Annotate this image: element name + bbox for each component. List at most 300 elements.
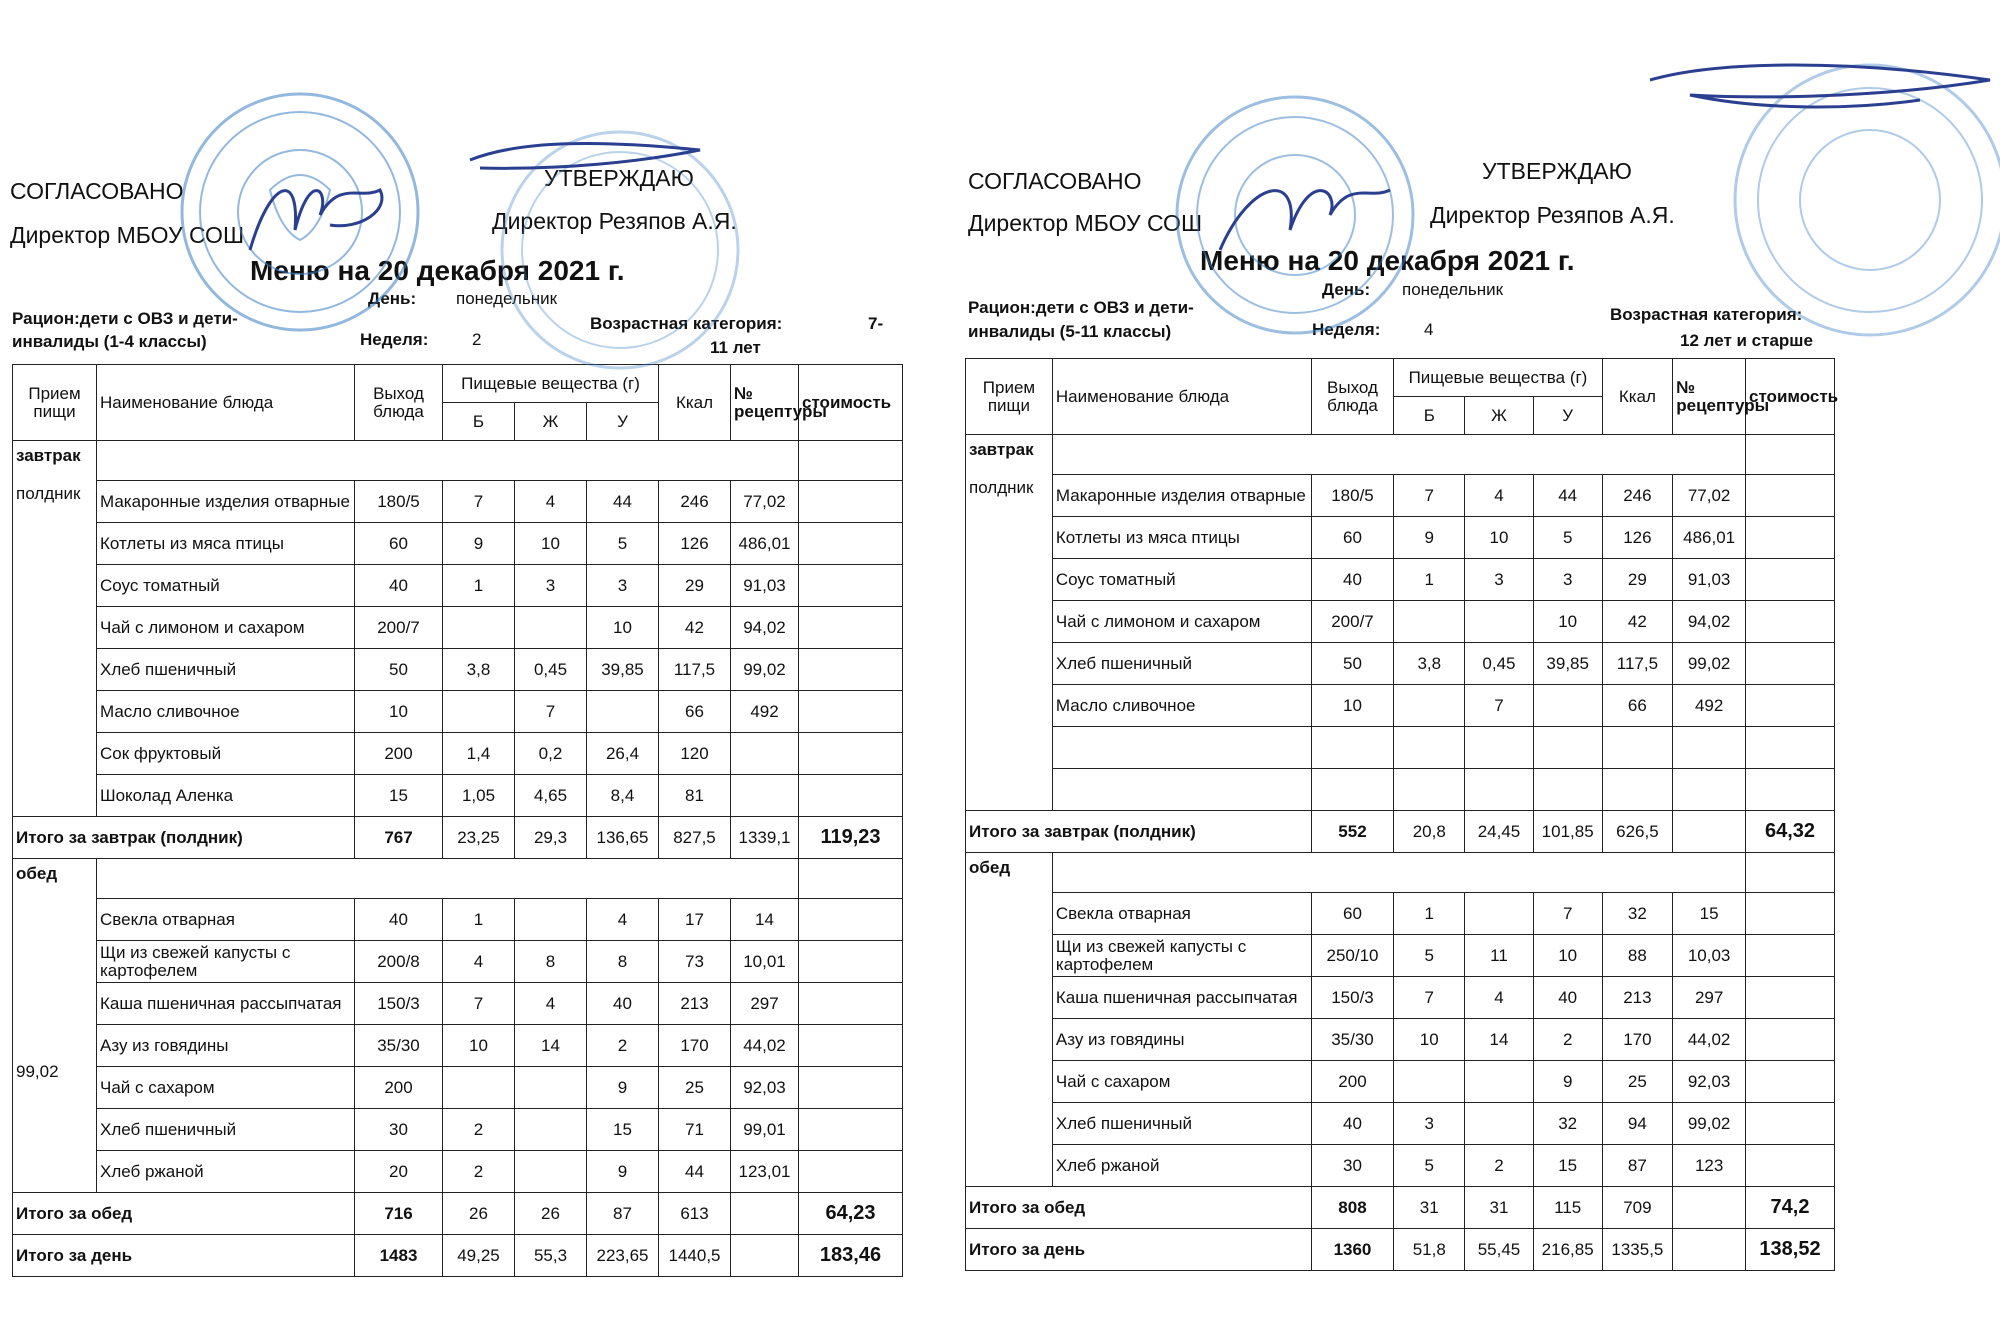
dish-row bbox=[966, 727, 1835, 769]
dish-carbs: 9 bbox=[1533, 1061, 1602, 1103]
approve-label: УТВЕРЖДАЮ bbox=[544, 165, 694, 191]
header-row bbox=[966, 359, 1835, 397]
dish-protein: 5 bbox=[1394, 1145, 1465, 1187]
dish-name: Масло сливочное bbox=[1052, 685, 1311, 727]
dish-carbs bbox=[587, 691, 659, 733]
dish-kcal: 66 bbox=[1602, 685, 1673, 727]
total-kcal: 709 bbox=[1602, 1187, 1673, 1229]
dish-protein: 5 bbox=[1394, 935, 1465, 977]
dish-fat bbox=[515, 607, 587, 649]
dish-fat: 10 bbox=[515, 523, 587, 565]
dish-protein: 7 bbox=[443, 983, 515, 1025]
col-header-u: У bbox=[1533, 397, 1602, 435]
dish-cost bbox=[1746, 601, 1835, 643]
dish-cost bbox=[1746, 475, 1835, 517]
dish-name: Котлеты из мяса птицы bbox=[1052, 517, 1311, 559]
dish-carbs: 40 bbox=[587, 983, 659, 1025]
meal-label-snack: полдник bbox=[969, 477, 1034, 497]
dish-protein: 7 bbox=[1394, 475, 1465, 517]
dish-name: Соус томатный bbox=[97, 565, 355, 607]
total-carbs: 101,85 bbox=[1533, 811, 1602, 853]
dish-name: Каша пшеничная рассыпчатая bbox=[1052, 977, 1311, 1019]
dish-fat bbox=[1465, 727, 1534, 769]
dish-name: Каша пшеничная рассыпчатая bbox=[97, 983, 355, 1025]
total-protein: 49,25 bbox=[443, 1235, 515, 1277]
total-yield: 1483 bbox=[355, 1235, 443, 1277]
dish-recipe: 92,03 bbox=[1673, 1061, 1746, 1103]
col-header-yield: Выход блюда bbox=[1311, 359, 1394, 435]
dish-row bbox=[966, 769, 1835, 811]
dish-cost bbox=[1746, 517, 1835, 559]
dish-kcal: 94 bbox=[1602, 1103, 1673, 1145]
dish-protein: 10 bbox=[443, 1025, 515, 1067]
dish-protein: 1,4 bbox=[443, 733, 515, 775]
section-row-breakfast bbox=[966, 435, 1835, 475]
dish-fat: 7 bbox=[1465, 685, 1534, 727]
dish-row bbox=[966, 517, 1835, 559]
dish-protein bbox=[443, 691, 515, 733]
dish-kcal: 42 bbox=[1602, 601, 1673, 643]
dish-protein: 1,05 bbox=[443, 775, 515, 817]
dish-name: Чай с лимоном и сахаром bbox=[97, 607, 355, 649]
dish-recipe: 14 bbox=[731, 899, 799, 941]
dish-protein: 4 bbox=[443, 941, 515, 983]
col-header-dish: Наименование блюда bbox=[1052, 359, 1311, 435]
dish-fat: 4 bbox=[515, 481, 587, 523]
dish-recipe: 91,03 bbox=[1673, 559, 1746, 601]
total-yield: 716 bbox=[355, 1193, 443, 1235]
dish-cost bbox=[1746, 935, 1835, 977]
col-header-b: Б bbox=[443, 403, 515, 441]
dish-carbs: 9 bbox=[587, 1151, 659, 1193]
dish-yield: 40 bbox=[1311, 1103, 1394, 1145]
total-fat: 29,3 bbox=[515, 817, 587, 859]
dish-kcal: 117,5 bbox=[659, 649, 731, 691]
dish-row bbox=[13, 733, 903, 775]
dish-cost bbox=[1746, 1061, 1835, 1103]
dish-yield bbox=[1311, 769, 1394, 811]
col-header-kcal: Ккал bbox=[1602, 359, 1673, 435]
dish-recipe: 77,02 bbox=[1673, 475, 1746, 517]
section-row-lunch bbox=[966, 853, 1835, 893]
dish-kcal: 170 bbox=[659, 1025, 731, 1067]
dish-fat: 14 bbox=[515, 1025, 587, 1067]
dish-protein: 1 bbox=[1394, 893, 1465, 935]
dish-name: Хлеб пшеничный bbox=[1052, 1103, 1311, 1145]
dish-carbs: 39,85 bbox=[587, 649, 659, 691]
dish-row bbox=[13, 941, 903, 983]
dish-kcal: 126 bbox=[1602, 517, 1673, 559]
dish-kcal: 29 bbox=[659, 565, 731, 607]
dish-fat: 10 bbox=[1465, 517, 1534, 559]
total-protein: 23,25 bbox=[443, 817, 515, 859]
dish-yield: 10 bbox=[1311, 685, 1394, 727]
dish-fat: 7 bbox=[515, 691, 587, 733]
dish-fat: 4 bbox=[1465, 977, 1534, 1019]
dish-kcal: 44 bbox=[659, 1151, 731, 1193]
dish-carbs: 4 bbox=[587, 899, 659, 941]
total-kcal: 827,5 bbox=[659, 817, 731, 859]
dish-name: Чай с сахаром bbox=[1052, 1061, 1311, 1103]
total-protein: 26 bbox=[443, 1193, 515, 1235]
menu-document-right bbox=[960, 0, 2000, 1330]
age-value-b: 11 лет bbox=[710, 338, 761, 357]
empty-cell bbox=[1746, 435, 1835, 475]
dish-row bbox=[966, 1145, 1835, 1187]
dish-name: Щи из свежей капусты с картофелем bbox=[97, 941, 355, 983]
dish-protein: 3,8 bbox=[443, 649, 515, 691]
dish-yield: 200/7 bbox=[1311, 601, 1394, 643]
dish-cost bbox=[799, 481, 903, 523]
total-label: Итого за день bbox=[966, 1229, 1312, 1271]
dish-yield: 200 bbox=[355, 733, 443, 775]
total-recipe bbox=[731, 1235, 799, 1277]
dish-recipe: 486,01 bbox=[1673, 517, 1746, 559]
dish-row bbox=[966, 935, 1835, 977]
week-label: Неделя: bbox=[360, 330, 429, 349]
dish-protein: 10 bbox=[1394, 1019, 1465, 1061]
dish-row bbox=[13, 649, 903, 691]
dish-yield: 20 bbox=[355, 1151, 443, 1193]
agreed-label: СОГЛАСОВАНО bbox=[968, 168, 1142, 194]
dish-yield: 50 bbox=[355, 649, 443, 691]
col-header-kcal: Ккал bbox=[659, 365, 731, 441]
total-kcal: 626,5 bbox=[1602, 811, 1673, 853]
dish-name bbox=[1052, 727, 1311, 769]
menu-document-left bbox=[0, 0, 900, 1330]
total-cost: 183,46 bbox=[799, 1235, 903, 1277]
dish-yield: 200 bbox=[355, 1067, 443, 1109]
dish-kcal: 213 bbox=[659, 983, 731, 1025]
col-header-meal: Прием пищи bbox=[13, 365, 97, 441]
dish-protein: 2 bbox=[443, 1109, 515, 1151]
total-kcal: 1440,5 bbox=[659, 1235, 731, 1277]
total-cost: 64,32 bbox=[1746, 811, 1835, 853]
dish-yield: 200 bbox=[1311, 1061, 1394, 1103]
menu-table bbox=[965, 358, 1839, 1271]
approve-label: УТВЕРЖДАЮ bbox=[1482, 158, 1632, 184]
dish-protein: 7 bbox=[443, 481, 515, 523]
diet-line1: Рацион:дети с ОВЗ и дети- bbox=[12, 309, 238, 328]
total-carbs: 115 bbox=[1533, 1187, 1602, 1229]
total-recipe bbox=[1673, 811, 1746, 853]
dish-fat bbox=[1465, 1061, 1534, 1103]
page-title: Меню на 20 декабря 2021 г. bbox=[250, 255, 625, 286]
dish-yield: 50 bbox=[1311, 643, 1394, 685]
dish-name: Свекла отварная bbox=[97, 899, 355, 941]
page-title: Меню на 20 декабря 2021 г. bbox=[1200, 245, 1575, 276]
dish-cost bbox=[799, 691, 903, 733]
dish-name: Соус томатный bbox=[1052, 559, 1311, 601]
dish-recipe: 10,03 bbox=[1673, 935, 1746, 977]
age-label: Возрастная категория: bbox=[1610, 305, 1803, 324]
total-label: Итого за обед bbox=[966, 1187, 1312, 1229]
dish-protein: 3 bbox=[1394, 1103, 1465, 1145]
dish-protein bbox=[1394, 685, 1465, 727]
total-label: Итого за завтрак (полдник) bbox=[13, 817, 355, 859]
dish-recipe: 15 bbox=[1673, 893, 1746, 935]
dish-protein bbox=[443, 607, 515, 649]
dish-carbs bbox=[1533, 727, 1602, 769]
col-header-nutrients: Пищевые вещества (г) bbox=[443, 365, 659, 403]
dish-cost bbox=[1746, 685, 1835, 727]
total-protein: 31 bbox=[1394, 1187, 1465, 1229]
col-header-zh: Ж bbox=[515, 403, 587, 441]
dish-name: Масло сливочное bbox=[97, 691, 355, 733]
dish-protein: 3,8 bbox=[1394, 643, 1465, 685]
dish-kcal: 25 bbox=[659, 1067, 731, 1109]
dish-kcal: 42 bbox=[659, 607, 731, 649]
meal-label-lunch: обед 99,02 bbox=[13, 859, 97, 1193]
dish-protein: 1 bbox=[443, 565, 515, 607]
dish-name: Макаронные изделия отварные bbox=[97, 481, 355, 523]
dish-kcal: 213 bbox=[1602, 977, 1673, 1019]
dish-recipe: 492 bbox=[731, 691, 799, 733]
dish-carbs bbox=[1533, 685, 1602, 727]
dish-carbs: 3 bbox=[587, 565, 659, 607]
dish-name: Свекла отварная bbox=[1052, 893, 1311, 935]
total-fat: 31 bbox=[1465, 1187, 1534, 1229]
dish-recipe: 92,03 bbox=[731, 1067, 799, 1109]
dish-row bbox=[966, 475, 1835, 517]
dish-cost bbox=[1746, 769, 1835, 811]
dish-carbs: 5 bbox=[587, 523, 659, 565]
total-label: Итого за обед bbox=[13, 1193, 355, 1235]
dish-yield: 60 bbox=[1311, 893, 1394, 935]
total-cost: 74,2 bbox=[1746, 1187, 1835, 1229]
meal-side-note: 99,02 bbox=[16, 1061, 59, 1081]
dish-cost bbox=[1746, 1103, 1835, 1145]
dish-name: Макаронные изделия отварные bbox=[1052, 475, 1311, 517]
total-kcal: 1335,5 bbox=[1602, 1229, 1673, 1271]
dish-recipe bbox=[1673, 769, 1746, 811]
dish-kcal: 126 bbox=[659, 523, 731, 565]
dish-yield: 150/3 bbox=[1311, 977, 1394, 1019]
dish-cost bbox=[1746, 727, 1835, 769]
dish-recipe: 123,01 bbox=[731, 1151, 799, 1193]
total-cost: 138,52 bbox=[1746, 1229, 1835, 1271]
dish-fat bbox=[515, 1067, 587, 1109]
col-header-recipe: № рецептуры bbox=[1673, 359, 1746, 435]
dish-fat bbox=[1465, 893, 1534, 935]
dish-carbs: 15 bbox=[587, 1109, 659, 1151]
meal-label-lunch: обед bbox=[966, 853, 1053, 1187]
dish-fat bbox=[515, 1109, 587, 1151]
col-header-meal: Прием пищи bbox=[966, 359, 1053, 435]
dish-fat bbox=[515, 899, 587, 941]
total-cost: 64,23 bbox=[799, 1193, 903, 1235]
dish-protein: 7 bbox=[1394, 977, 1465, 1019]
dish-cost bbox=[799, 607, 903, 649]
dish-recipe: 94,02 bbox=[1673, 601, 1746, 643]
total-label: Итого за день bbox=[13, 1235, 355, 1277]
dish-name: Хлеб пшеничный bbox=[1052, 643, 1311, 685]
dish-yield: 15 bbox=[355, 775, 443, 817]
dish-cost bbox=[799, 565, 903, 607]
dish-carbs: 32 bbox=[1533, 1103, 1602, 1145]
meal-label-breakfast: завтрак полдник bbox=[966, 435, 1053, 811]
dish-fat bbox=[515, 1151, 587, 1193]
dish-row bbox=[13, 1025, 903, 1067]
dish-carbs: 15 bbox=[1533, 1145, 1602, 1187]
dish-cost bbox=[799, 1025, 903, 1067]
dish-row bbox=[13, 691, 903, 733]
dish-recipe: 99,02 bbox=[1673, 1103, 1746, 1145]
agreed-by: Директор МБОУ СОШ bbox=[10, 222, 245, 248]
diet-line1: Рацион:дети с ОВЗ и дети- bbox=[968, 298, 1194, 317]
menu-table bbox=[12, 364, 903, 1277]
dish-row bbox=[13, 775, 903, 817]
empty-cell bbox=[97, 441, 799, 481]
dish-kcal: 32 bbox=[1602, 893, 1673, 935]
dish-recipe bbox=[731, 775, 799, 817]
total-row-breakfast bbox=[966, 811, 1835, 853]
dish-kcal: 66 bbox=[659, 691, 731, 733]
dish-kcal: 88 bbox=[1602, 935, 1673, 977]
dish-cost bbox=[799, 775, 903, 817]
dish-row bbox=[966, 559, 1835, 601]
col-header-b: Б bbox=[1394, 397, 1465, 435]
dish-carbs: 44 bbox=[1533, 475, 1602, 517]
dish-row bbox=[966, 643, 1835, 685]
dish-protein bbox=[1394, 601, 1465, 643]
dish-cost bbox=[1746, 1145, 1835, 1187]
meal-label-snack: полдник bbox=[16, 483, 81, 503]
dish-kcal: 246 bbox=[1602, 475, 1673, 517]
total-cost: 119,23 bbox=[799, 817, 903, 859]
dish-cost bbox=[799, 1067, 903, 1109]
dish-row bbox=[13, 607, 903, 649]
dish-name: Чай с лимоном и сахаром bbox=[1052, 601, 1311, 643]
dish-kcal: 117,5 bbox=[1602, 643, 1673, 685]
col-header-dish: Наименование блюда bbox=[97, 365, 355, 441]
total-fat: 55,45 bbox=[1465, 1229, 1534, 1271]
total-row-lunch_total bbox=[13, 1193, 903, 1235]
total-row-breakfast bbox=[13, 817, 903, 859]
col-header-cost: стоимость bbox=[799, 365, 903, 441]
dish-kcal: 87 bbox=[1602, 1145, 1673, 1187]
empty-cell bbox=[1052, 853, 1745, 893]
agreed-label: СОГЛАСОВАНО bbox=[10, 178, 184, 204]
dish-name: Котлеты из мяса птицы bbox=[97, 523, 355, 565]
dish-recipe: 99,02 bbox=[1673, 643, 1746, 685]
dish-yield: 180/5 bbox=[355, 481, 443, 523]
dish-kcal: 73 bbox=[659, 941, 731, 983]
dish-yield: 60 bbox=[1311, 517, 1394, 559]
dish-cost bbox=[799, 733, 903, 775]
dish-protein: 2 bbox=[443, 1151, 515, 1193]
age-value: 12 лет и старше bbox=[1680, 331, 1813, 350]
dish-recipe bbox=[731, 733, 799, 775]
dish-row bbox=[13, 1151, 903, 1193]
dish-protein bbox=[1394, 769, 1465, 811]
col-header-u: У bbox=[587, 403, 659, 441]
dish-protein bbox=[1394, 727, 1465, 769]
dish-recipe: 492 bbox=[1673, 685, 1746, 727]
total-fat: 24,45 bbox=[1465, 811, 1534, 853]
total-yield: 808 bbox=[1311, 1187, 1394, 1229]
dish-yield: 40 bbox=[355, 565, 443, 607]
dish-fat: 0,45 bbox=[515, 649, 587, 691]
dish-carbs: 2 bbox=[1533, 1019, 1602, 1061]
dish-row bbox=[13, 523, 903, 565]
dish-recipe: 94,02 bbox=[731, 607, 799, 649]
total-protein: 51,8 bbox=[1394, 1229, 1465, 1271]
dish-yield: 30 bbox=[1311, 1145, 1394, 1187]
dish-row bbox=[13, 899, 903, 941]
dish-row bbox=[966, 1103, 1835, 1145]
dish-fat: 2 bbox=[1465, 1145, 1534, 1187]
dish-name: Азу из говядины bbox=[97, 1025, 355, 1067]
dish-name: Азу из говядины bbox=[1052, 1019, 1311, 1061]
age-label: Возрастная категория: bbox=[590, 314, 783, 333]
total-row-day_total bbox=[966, 1229, 1835, 1271]
dish-name: Сок фруктовый bbox=[97, 733, 355, 775]
dish-recipe bbox=[1673, 727, 1746, 769]
dish-recipe: 77,02 bbox=[731, 481, 799, 523]
dish-yield: 200/8 bbox=[355, 941, 443, 983]
age-value-a: 7- bbox=[868, 314, 884, 333]
dish-name: Чай с сахаром bbox=[97, 1067, 355, 1109]
total-yield: 767 bbox=[355, 817, 443, 859]
dish-cost bbox=[799, 983, 903, 1025]
dish-cost bbox=[1746, 1019, 1835, 1061]
dish-recipe: 99,01 bbox=[731, 1109, 799, 1151]
dish-kcal: 170 bbox=[1602, 1019, 1673, 1061]
day-label: День: bbox=[1322, 280, 1371, 299]
day-label: День: bbox=[368, 289, 417, 308]
total-carbs: 136,65 bbox=[587, 817, 659, 859]
total-row-lunch_total bbox=[966, 1187, 1835, 1229]
empty-cell bbox=[799, 859, 903, 899]
dish-yield: 200/7 bbox=[355, 607, 443, 649]
total-recipe bbox=[1673, 1187, 1746, 1229]
dish-fat: 3 bbox=[1465, 559, 1534, 601]
dish-row bbox=[966, 977, 1835, 1019]
total-label: Итого за завтрак (полдник) bbox=[966, 811, 1312, 853]
total-fat: 55,3 bbox=[515, 1235, 587, 1277]
dish-recipe: 44,02 bbox=[1673, 1019, 1746, 1061]
total-fat: 26 bbox=[515, 1193, 587, 1235]
dish-protein: 9 bbox=[1394, 517, 1465, 559]
col-header-yield: Выход блюда bbox=[355, 365, 443, 441]
dish-name: Шоколад Аленка bbox=[97, 775, 355, 817]
week-value: 4 bbox=[1424, 320, 1434, 339]
dish-fat: 0,2 bbox=[515, 733, 587, 775]
total-yield: 1360 bbox=[1311, 1229, 1394, 1271]
dish-yield: 180/5 bbox=[1311, 475, 1394, 517]
dish-protein bbox=[1394, 1061, 1465, 1103]
dish-row bbox=[13, 1067, 903, 1109]
dish-fat bbox=[1465, 1103, 1534, 1145]
dish-cost bbox=[799, 1109, 903, 1151]
dish-yield: 150/3 bbox=[355, 983, 443, 1025]
dish-fat: 14 bbox=[1465, 1019, 1534, 1061]
agreed-by: Директор МБОУ СОШ bbox=[968, 210, 1203, 236]
dish-row bbox=[966, 685, 1835, 727]
dish-carbs: 9 bbox=[587, 1067, 659, 1109]
dish-protein: 1 bbox=[1394, 559, 1465, 601]
dish-kcal: 120 bbox=[659, 733, 731, 775]
dish-kcal: 25 bbox=[1602, 1061, 1673, 1103]
dish-fat: 11 bbox=[1465, 935, 1534, 977]
header-row bbox=[13, 365, 903, 403]
total-carbs: 223,65 bbox=[587, 1235, 659, 1277]
col-header-nutrients: Пищевые вещества (г) bbox=[1394, 359, 1602, 397]
dish-carbs: 39,85 bbox=[1533, 643, 1602, 685]
dish-recipe: 123 bbox=[1673, 1145, 1746, 1187]
dish-carbs: 2 bbox=[587, 1025, 659, 1067]
